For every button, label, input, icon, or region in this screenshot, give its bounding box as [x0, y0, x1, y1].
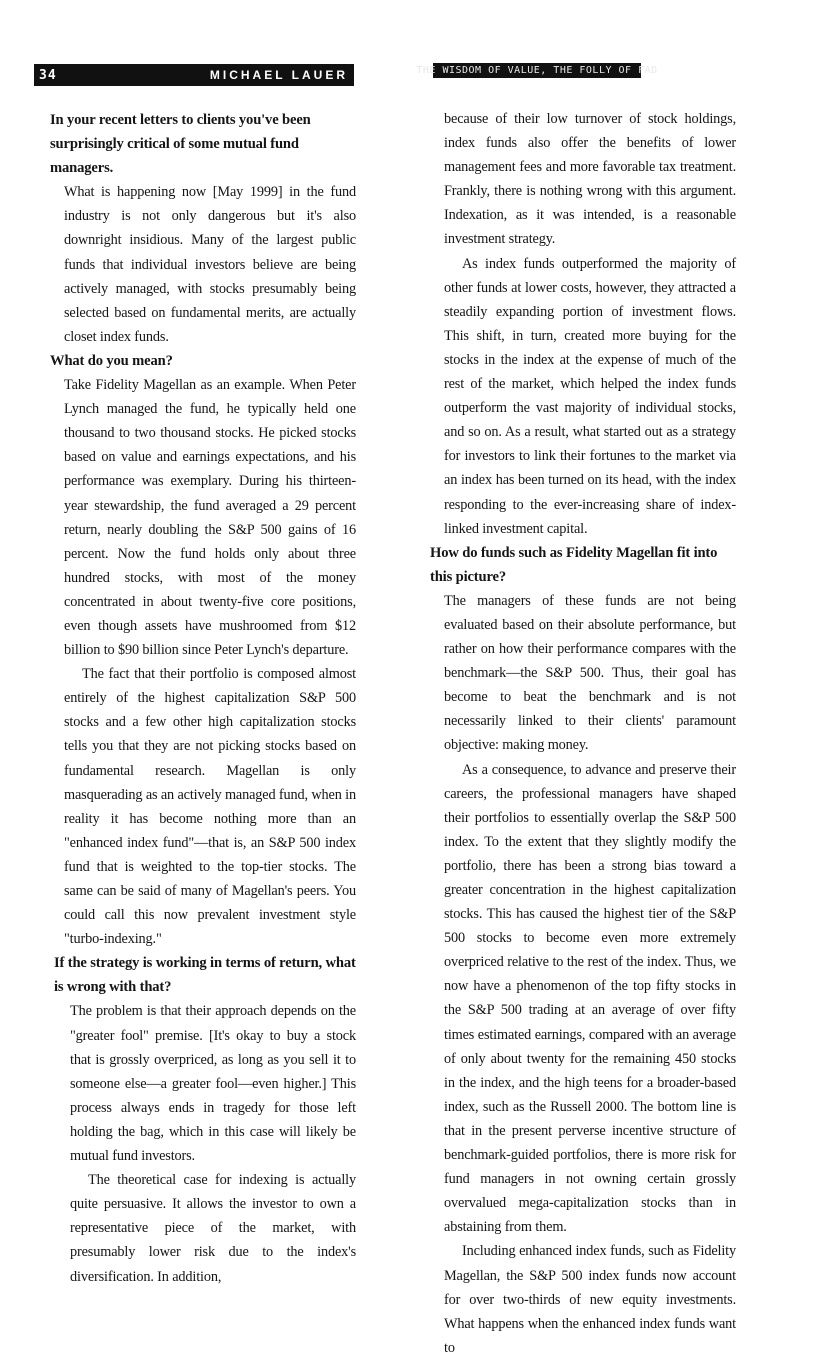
- answer-paragraph: Including enhanced index funds, such as Fidelity Magellan, the S&P 500 index funds now account for over two-thirds of new equity investments. What happens when the enhanced index funds want to: [444, 1243, 736, 1356]
- answer-paragraph: because of their low turnover of stock holdings, index funds also offer the benefits of lower management fees and more favorable tax treatment. Frankly, there is nothing wrong with this argument. Indexation, as it was intended, is a reasonable investment strategy.: [444, 111, 736, 248]
- answer-paragraph: As index funds outperformed the majority of other funds at lower costs, however, they attracted a steadily expanding portion of investment flows. This shift, in turn, created more buying for the stocks in the index at the expense of much of the rest of the market, which helped the index funds outperform the vast majority of individual stocks, and so on. As a result, what started out as a strategy for investors to link their fortunes to the market via an index has been turned on its head, with the index responding to the ever-increasing share of index-linked investment capital.: [444, 255, 736, 537]
- running-header-title: THE WISDOM OF VALUE, THE FOLLY OF FAD: [416, 65, 658, 76]
- right-column: [430, 107, 736, 1360]
- question-heading: If the strategy is working in terms of return, what is wrong with that?: [54, 955, 356, 996]
- answer-paragraph: The theoretical case for indexing is actually quite persuasive. It allows the investor to own a representative piece of the market, with presumably lower risk due to the index's diversification. In addition,: [70, 1172, 356, 1285]
- question-heading: What do you mean?: [50, 352, 173, 369]
- question-heading: In your recent letters to clients you've been surprisingly critical of some mutual fund managers.: [50, 112, 311, 177]
- running-header-author: MICHAEL LAUER: [209, 68, 348, 82]
- answer-paragraph: The managers of these funds are not being evaluated based on their absolute performance, but rather on how their performance compares with the benchmark—the S&P 500. Thus, their goal has become to beat the benchmark and is not necessarily linked to their clients' paramount objective: making money.: [444, 592, 736, 754]
- running-header-right: [416, 63, 658, 78]
- answer-paragraph: The fact that their portfolio is composed almost entirely of the highest capitalization S&P 500 stocks and a few other high capitalization stocks tells you that they are not picking stocks based on fundamental research. Magellan is only masquerading as an actively managed fund, when in reality it has become nothing more than an "enhanced index fund"—that is, an S&P 500 index fund that is weighted to the top-tier stocks. The same can be said of many of Magellan's peers. You could call this now prevalent investment style "turbo-indexing.": [64, 666, 356, 948]
- question-heading: How do funds such as Fidelity Magellan fit into this picture?: [430, 544, 718, 585]
- answer-paragraph: Take Fidelity Magellan as an example. When Peter Lynch managed the fund, he typically held one thousand to two thousand stocks. He picked stocks based on value and earnings expectations, and his performance was exemplary. During his thirteen-year stewardship, the fund averaged a 29 percent return, nearly doubling the S&P 500 gains of 16 percent. Now the fund holds only about three hundred stocks, with most of the money concentrated in about twenty-five core positions, even though assets have mushroomed from $12 billion to $90 billion since Peter Lynch's departure.: [64, 377, 356, 659]
- page-number: 34: [39, 67, 57, 83]
- running-header-left: [34, 64, 354, 86]
- answer-paragraph: The problem is that their approach depends on the "greater fool" premise. [It's okay to buy a stock that is grossly overpriced, as long as you sell it to someone else—a greater fool—even higher.] This process always ends in tragedy for those left holding the bag, which in this case will likely be mutual fund investors.: [70, 1003, 356, 1165]
- left-column: [50, 108, 356, 1289]
- answer-paragraph: What is happening now [May 1999] in the fund industry is not only dangerous but it's also downright insidious. Many of the largest public funds that individual investors believe are being actively managed, with stocks presumably being selected based on fundamental merits, are actually closet index funds.: [64, 184, 356, 345]
- answer-paragraph: As a consequence, to advance and preserve their careers, the professional managers have shaped their portfolios to essentially overlap the S&P 500 index. To the extent that they slightly modify the portfolio, there has been a strong bias toward a greater concentration in the highest capitalization stocks. This has caused the highest tier of the S&P 500 stocks to become even more extremely overpriced relative to the rest of the index. Thus, we now have a phenomenon of the top fifty stocks in the S&P 500 trading at an average of over fifty times estimated earnings, compared with an average of only about twenty for the remaining 450 stocks in the index, and the high teens for a broader-based index, such as the Russell 2000. The bottom line is that in the present perverse incentive structure of benchmark-guided portfolios, there is more risk for fund managers in not owning certain grossly overvalued mega-capitalization stocks than in abstaining from them.: [444, 761, 736, 1236]
